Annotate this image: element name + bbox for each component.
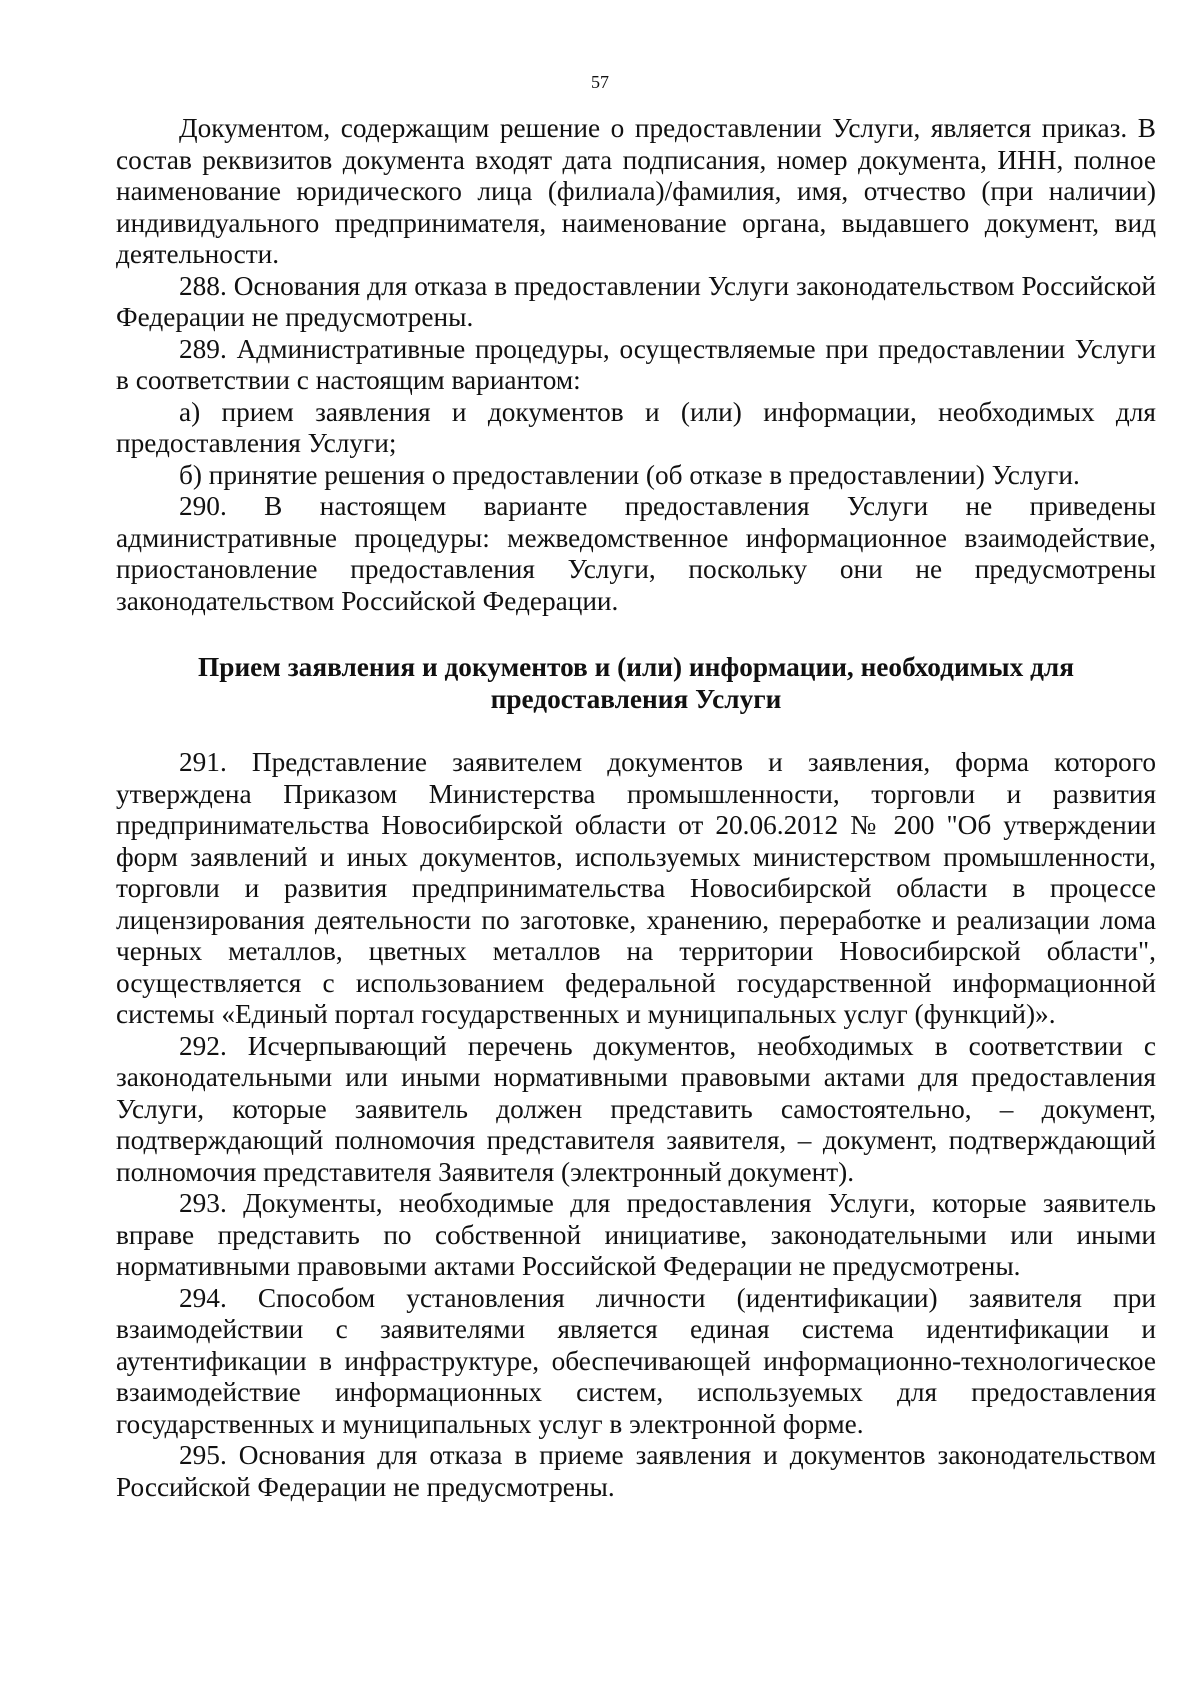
page-number: 57 [591, 72, 609, 92]
paragraph-295: 295. Основания для отказа в приеме заявления и документов законодательством Российской Федерации не предусмотрены. [116, 1440, 1156, 1502]
paragraph: Документом, содержащим решение о предоставлении Услуги, является приказ. В состав реквизитов документа входят дата подписания, номер документа, ИНН, полное наименование юридического лица (филиала)/фамилия, имя, отчество (при наличии) индивидуального предпринимателя, наименование органа, выдавшего документ, вид деятельности. [116, 113, 1156, 269]
paragraph-293: 293. Документы, необходимые для предоставления Услуги, которые заявитель вправе представить по собственной инициативе, законодательными или иными нормативными правовыми актами Российской Федерации не предусмотрены. [116, 1188, 1156, 1281]
paragraph-292: 292. Исчерпывающий перечень документов, необходимых в соответствии с законодательными или иными нормативными правовыми актами для предоставления Услуги, которые заявитель должен представить самостоятельно, – документ, подтверждающий полномочия представителя заявителя, – документ, подтверждающий полномочия представителя Заявителя (электронный документ). [116, 1030, 1156, 1187]
paragraph-294: 294. Способом установления личности (идентификации) заявителя при взаимодействии с заявителями является единая система идентификации и аутентификации в инфраструктуре, обеспечивающей информационно-технологическое взаимодействие информационных систем, используемых для предоставления государственных и муниципальных услуг в электронной форме. [116, 1282, 1156, 1439]
paragraph-290: 290. В настоящем варианте предоставления Услуги не приведены административные процедуры: межведомственное информационное взаимодействие, приостановление предоставления Услуги, поскольку они не предусмотрены законодательством Российской Федерации. [116, 491, 1156, 616]
list-item-b: б) принятие решения о предоставлении (об отказе в предоставлении) Услуги. [179, 459, 1080, 490]
document-body [116, 113, 1156, 1503]
paragraph-289: 289. Административные процедуры, осуществляемые при предоставлении Услуги в соответствии с настоящим вариантом: [116, 333, 1156, 395]
list-item-a: а) прием заявления и документов и (или) информации, необходимых для предоставления Услуги; [116, 396, 1156, 458]
paragraph-288: 288. Основания для отказа в предоставлении Услуги законодательством Российской Федерации не предусмотрены. [116, 270, 1156, 332]
paragraph-291: 291. Представление заявителем документов и заявления, форма которого утверждена Приказом Министерства промышленности, торговли и развития предпринимательства Новосибирской области от 20.06.2012 № 200 "Об утверждении форм заявлений и иных документов, используемых министерством промышленности, торговли и развития предпринимательства Новосибирской области в процессе лицензирования деятельности по заготовке, хранению, переработке и реализации лома черных металлов, цветных металлов на территории Новосибирской области", осуществляется с использованием федеральной государственной информационной системы «Единый портал государственных и муниципальных услуг (функций)». [116, 747, 1156, 1029]
section-heading: Прием заявления и документов и (или) информации, необходимых для предоставления Услуги [198, 652, 1074, 714]
